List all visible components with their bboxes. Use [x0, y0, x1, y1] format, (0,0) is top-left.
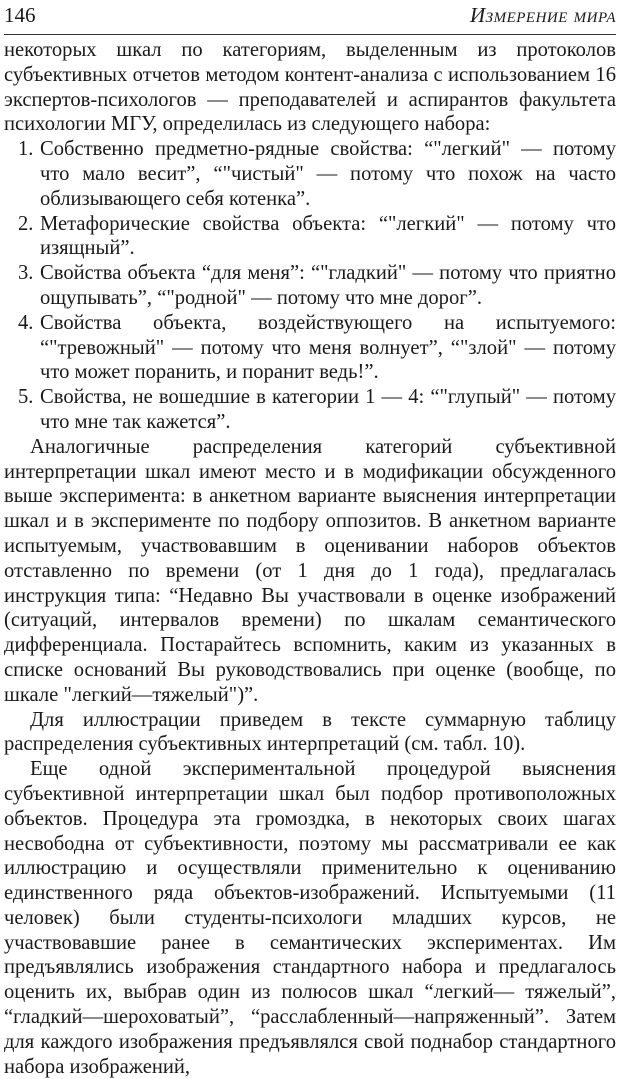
paragraph: Аналогичные распределения категорий субъективной интерпретации шкал имеют место и в модификации обсужденного выше эксперимента: в анкетном варианте выяснения интерпретации шкал и в эксперименте по подбору оппозитов. В анкетном варианте испытуемым, участвовавшим в оценивании наборов объектов отставленно по времени (от 1 дня до 1 года), предлагалась инструкция типа: “Недавно Вы участвовали в оценке изображений (ситуаций, интервалов времени) по шкалам семантического дифференциала. Постарайтесь вспомнить, каким из указанных в списке оснований Вы руководствовались при оценке (вообще, по шкале "легкий—тяжелый")”. [4, 435, 616, 706]
list-text: Метафорические свойства объекта: “"легкий" — потому что изящный”. [40, 212, 616, 260]
header-rule [4, 34, 616, 35]
list-item [4, 311, 616, 385]
running-head [4, 0, 616, 30]
list-number: 5. [18, 386, 34, 409]
list-text: Собственно предметно-рядные свойства: “"легкий" — потому что мало весит”, “"чистый" — потому что похож на часто облизывающего себя котенка”. [40, 138, 616, 210]
list-item [4, 212, 616, 262]
list-number: 4. [18, 311, 34, 334]
list-item [4, 261, 616, 311]
paragraph: Еще одной экспериментальной процедурой выяснения субъективной интерпретации шкал был подбор противоположных объектов. Процедура эта громоздка, в некоторых своих шагах несвободна от субъективности, поэтому мы рассматривали ее как иллюстрацию и осуществляли применительно к оцениванию единственного ряда объектов-изображений. Испытуемыми (11 человек) были студенты-психологи младших курсов, не участвовавшие ранее в семантических экспериментах. Им предъявлялись изображения стандартного набора и предлагалось оценить их, выбрав один из полюсов шкал “легкий— тяжелый”, “гладкий—шероховатый”, “расслабленный—напряженный”. Затем для каждого изображения предъявлялся свой поднабор стандартного набора изображений, [4, 758, 616, 1078]
list-item [4, 385, 616, 435]
body-text [4, 38, 616, 1079]
list-number: 2. [18, 212, 34, 235]
paragraph: Для иллюстрации приведем в тексте суммарную таблицу распределения субъективных интерпретаций (см. табл. 10). [4, 708, 616, 756]
list-number: 3. [18, 262, 34, 285]
category-list [4, 137, 616, 435]
list-text: Свойства, не вошедшие в категории 1 — 4: “"глупый" — потому что мне так кажется”. [40, 386, 616, 433]
list-item [4, 137, 616, 211]
running-title: Измерение мира [470, 3, 616, 27]
list-text: Свойства объекта “для меня”: “"гладкий" — потому что приятно ощупывать”, “"родной" — потому что мне дорог”. [40, 262, 616, 309]
list-number: 1. [18, 138, 34, 161]
page-number: 146 [4, 3, 36, 27]
list-text: Свойства объекта, воздействующего на испытуемого: “"тревожный" — потому что меня волнует”, “"злой" — потому что может поранить, и поранит ведь!”. [40, 311, 616, 384]
intro-paragraph: некоторых шкал по категориям, выделенным из протоколов субъективных отчетов методом контент-анализа с использованием 16 экспертов-психологов — преподавателей и аспирантов факультета психологии МГУ, определилась из следующего набора: [4, 39, 616, 136]
